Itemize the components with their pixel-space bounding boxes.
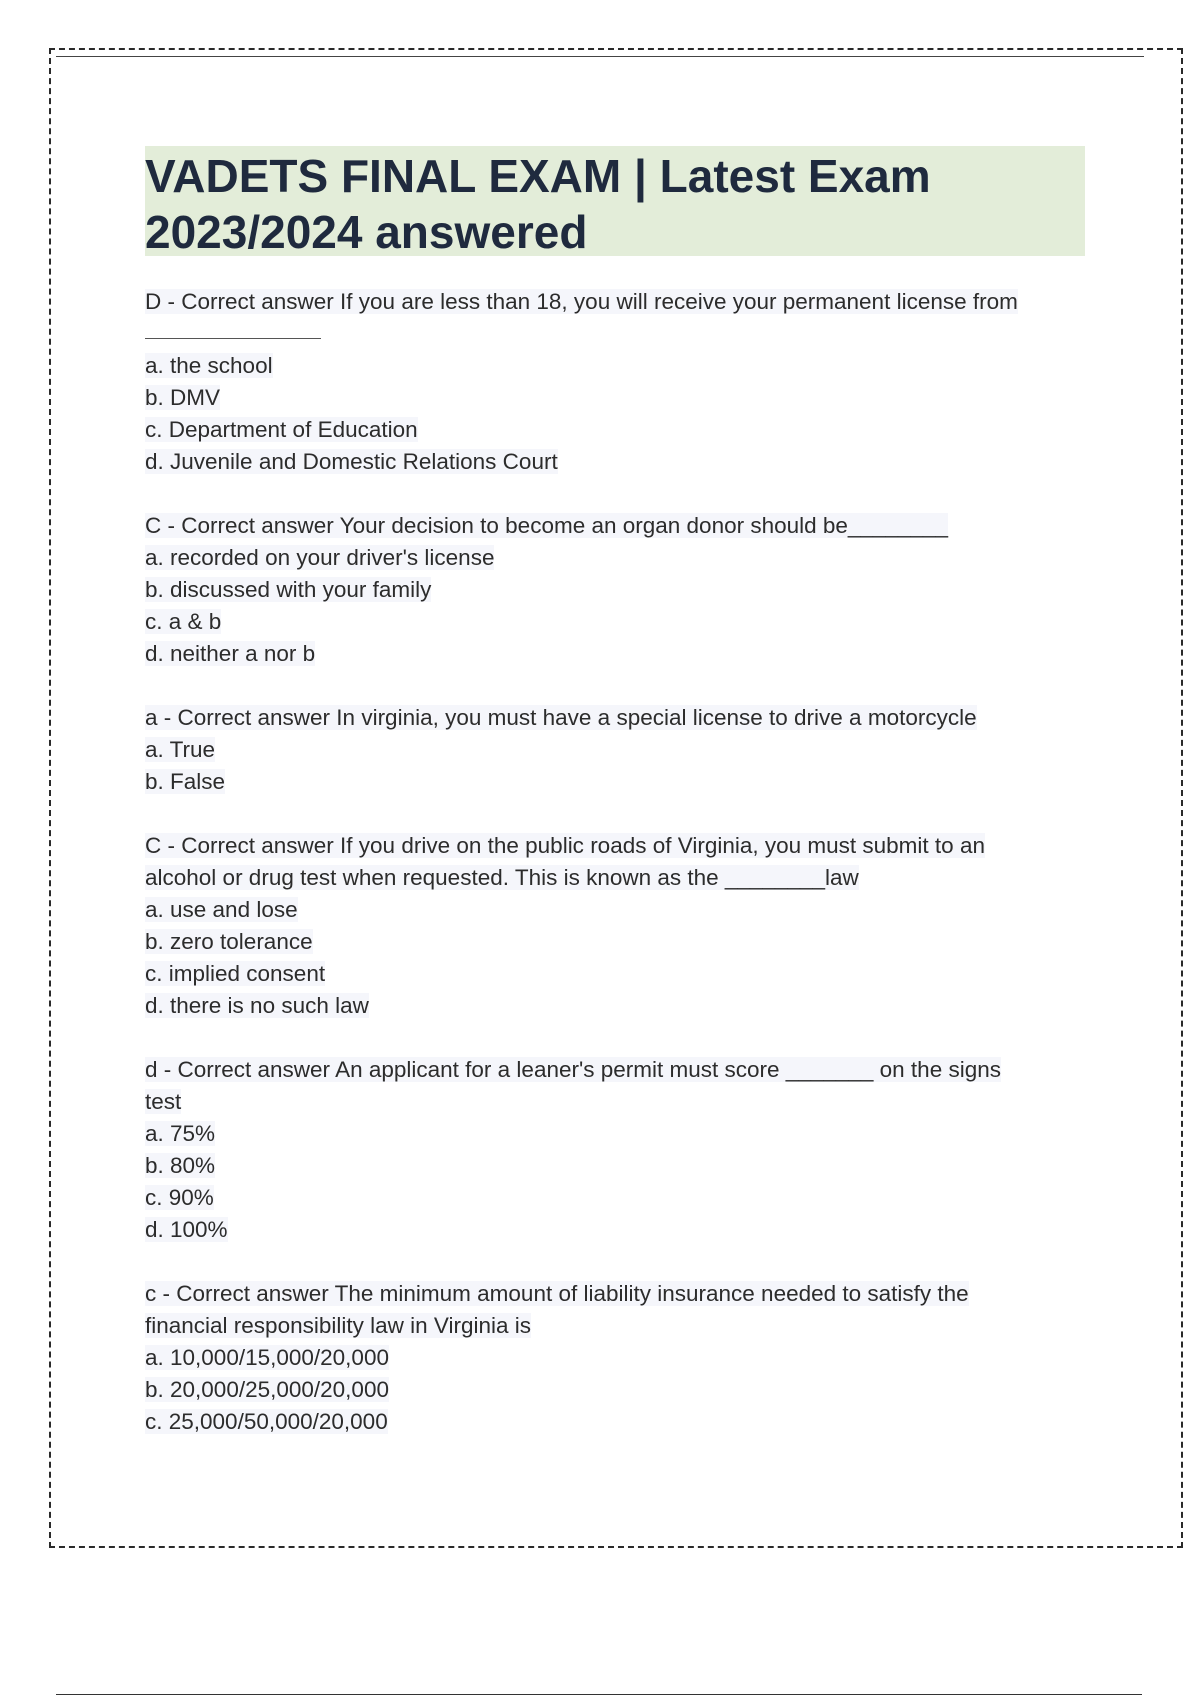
answer-option: b. 20,000/25,000/20,000: [145, 1377, 389, 1402]
answer-option: b. 80%: [145, 1153, 216, 1178]
question-stem: C - Correct answer If you drive on the public roads of Virginia, you must submit to an: [145, 833, 985, 858]
document-title: [145, 146, 1085, 256]
bottom-rule: [56, 1694, 1142, 1695]
question-stem: a - Correct answer In virginia, you must have a special license to drive a motorcycle: [145, 705, 977, 730]
question-block: [145, 830, 1095, 1022]
question-block: [145, 702, 1095, 798]
answer-option: c. a & b: [145, 609, 222, 634]
answer-option: a. the school: [145, 353, 273, 378]
answer-option: d. there is no such law: [145, 993, 369, 1018]
question-block: [145, 1278, 1095, 1438]
answer-option: a. 10,000/15,000/20,000: [145, 1345, 389, 1370]
question-stem: c - Correct answer The minimum amount of liability insurance needed to satisfy the: [145, 1281, 969, 1306]
answer-option: b. False: [145, 769, 226, 794]
answer-option: d. neither a nor b: [145, 641, 316, 666]
question-block: [145, 286, 1095, 478]
question-stem: financial responsibility law in Virginia is: [145, 1313, 532, 1338]
question-block: [145, 510, 1095, 670]
question-list: [145, 286, 1095, 1470]
question-stem: d - Correct answer An applicant for a leaner's permit must score _______ on the signs: [145, 1057, 1001, 1082]
question-stem: C - Correct answer Your decision to become an organ donor should be________: [145, 513, 949, 538]
answer-option: b. zero tolerance: [145, 929, 313, 954]
top-rule: [56, 56, 1144, 57]
answer-option: b. DMV: [145, 385, 221, 410]
question-stem: alcohol or drug test when requested. This is known as the ________law: [145, 865, 859, 890]
title-line-2: 2023/2024 answered: [145, 206, 588, 258]
question-stem: D - Correct answer If you are less than 18, you will receive your permanent license from: [145, 289, 1018, 314]
title-line-1: VADETS FINAL EXAM | Latest Exam: [145, 150, 931, 202]
answer-option: c. Department of Education: [145, 417, 418, 442]
answer-option: a. recorded on your driver's license: [145, 545, 495, 570]
answer-option: a. True: [145, 737, 216, 762]
answer-option: c. 90%: [145, 1185, 214, 1210]
answer-option: c. implied consent: [145, 961, 326, 986]
answer-option: d. 100%: [145, 1217, 228, 1242]
answer-blank: [145, 318, 1095, 350]
question-block: [145, 1054, 1095, 1246]
answer-option: a. 75%: [145, 1121, 216, 1146]
answer-option: d. Juvenile and Domestic Relations Court: [145, 449, 558, 474]
answer-option: c. 25,000/50,000/20,000: [145, 1409, 388, 1434]
answer-option: b. discussed with your family: [145, 577, 432, 602]
answer-option: a. use and lose: [145, 897, 298, 922]
question-stem: test: [145, 1089, 182, 1114]
